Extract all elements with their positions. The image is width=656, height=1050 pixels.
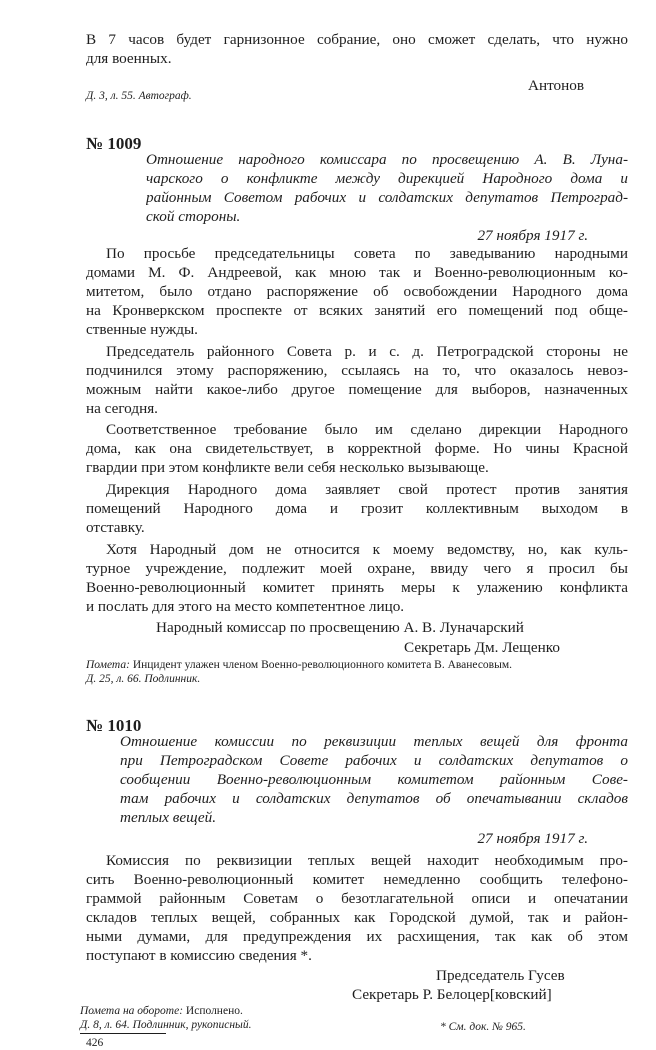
document-date: 27 ноября 1917 г.: [477, 830, 588, 847]
note-label: Помета:: [86, 659, 130, 671]
body-line: митетом, было отдано распоряжение об освобождении Народного дома: [86, 283, 628, 300]
body-line: Председатель районного Совета р. и с. д. Петроградской стороны не: [106, 343, 628, 360]
signature-secretary: Секретарь Р. Белоцер[ковский]: [352, 986, 552, 1003]
body-line: отставку.: [86, 519, 145, 536]
body-line: помещений Народного дома и грозит коллективным выходом в: [86, 500, 628, 517]
title-line: там рабочих и солдатских депутатов об опечатывании складов: [120, 790, 628, 807]
body-line: граммой районным Советам о безотлагательной описи и опечатании: [86, 890, 628, 907]
body-line: складов теплых вещей, собранных как Городской думой, так и район-: [86, 909, 628, 926]
title-line: районным Советом рабочих и солдатских депутатов Петроград-: [146, 189, 628, 206]
body-line: поступают в комиссию сведения *.: [86, 947, 312, 964]
body-line: и послать для этого на место компетентное лицо.: [86, 598, 405, 615]
body-line: Военно-революционный комитет принять меры к улажению конфликта: [86, 579, 628, 596]
body-line: сить Военно-революционный комитет немедленно сообщить телефоно-: [86, 871, 628, 888]
body-line: Хотя Народный дом не относится к моему ведомству, но, как куль-: [106, 541, 628, 558]
body-line: По просьбе председательницы совета по заведыванию народными: [106, 245, 628, 262]
body-line: домами М. Ф. Андреевой, как мною так и Военно-революционным ко-: [86, 264, 628, 281]
text-line: В 7 часов будет гарнизонное собрание, оно сможет сделать, что нужно: [86, 31, 628, 48]
archive-source: Д. 3, л. 55. Автограф.: [86, 90, 192, 102]
body-line: турное учреждение, подлежит моей охране, ввиду чего я просил бы: [86, 560, 628, 577]
page-number: 426: [86, 1037, 104, 1049]
footnote-divider: [80, 1033, 166, 1034]
body-line: ственные нужды.: [86, 321, 198, 338]
body-line: подчинился этому распоряжению, ссылаясь на то, что оказалось невоз-: [86, 362, 628, 379]
archive-source: Д. 8, л. 64. Подлинник, рукописный.: [80, 1019, 252, 1031]
body-line: Соответственное требование было им сделано дирекции Народного: [106, 421, 628, 438]
body-line: на сегодня.: [86, 400, 158, 417]
title-line: при Петроградском Совете рабочих и солдатских депутатов о: [120, 752, 628, 769]
title-line: Отношение комиссии по реквизиции теплых вещей для фронта: [120, 733, 628, 750]
footnote: * См. док. № 965.: [440, 1021, 526, 1033]
note-label: Помета на обороте:: [80, 1005, 184, 1017]
body-line: гвардии при этом конфликте вели себя несколько вызывающе.: [86, 459, 489, 476]
document-note: [80, 1004, 243, 1018]
archive-source: Д. 25, л. 66. Подлинник.: [86, 673, 201, 685]
signature-chairman: Председатель Гусев: [436, 967, 565, 984]
title-line: теплых вещей.: [120, 809, 217, 826]
document-date: 27 ноября 1917 г.: [477, 227, 588, 244]
title-line: ской стороны.: [146, 208, 241, 225]
document-note: [86, 658, 512, 672]
body-line: на Кронверкском проспекте от всяких занятий его помещений под обще-: [86, 302, 628, 319]
signature-secretary: Секретарь Дм. Лещенко: [404, 639, 560, 656]
text-line: для военных.: [86, 50, 172, 67]
signature: Антонов: [528, 77, 585, 94]
body-line: Дирекция Народного дома заявляет свой протест против занятия: [106, 481, 628, 498]
note-text: Инцидент улажен членом Военно-революционного комитета В. Аванесовым.: [129, 659, 512, 671]
note-text: Исполнено.: [183, 1005, 243, 1017]
document-number: № 1009: [86, 134, 142, 153]
body-line: можным найти какое-либо другое помещение для выборов, назначенных: [86, 381, 628, 398]
title-line: сообщении Военно-революционным комитетом районным Сове-: [120, 771, 628, 788]
document-number: № 1010: [86, 716, 142, 735]
body-line: Комиссия по реквизиции теплых вещей находит необходимым про-: [106, 852, 628, 869]
title-line: Отношение народного комиссара по просвещению А. В. Луна-: [146, 151, 628, 168]
body-line: ными думами, для предупреждения их расхищения, так как об этом: [86, 928, 628, 945]
body-line: дома, как она свидетельствует, в корректной форме. Но чины Красной: [86, 440, 628, 457]
title-line: чарского о конфликте между дирекцией Народного дома и: [146, 170, 628, 187]
signature-commissar: Народный комиссар по просвещению А. В. Луначарский: [156, 619, 524, 636]
